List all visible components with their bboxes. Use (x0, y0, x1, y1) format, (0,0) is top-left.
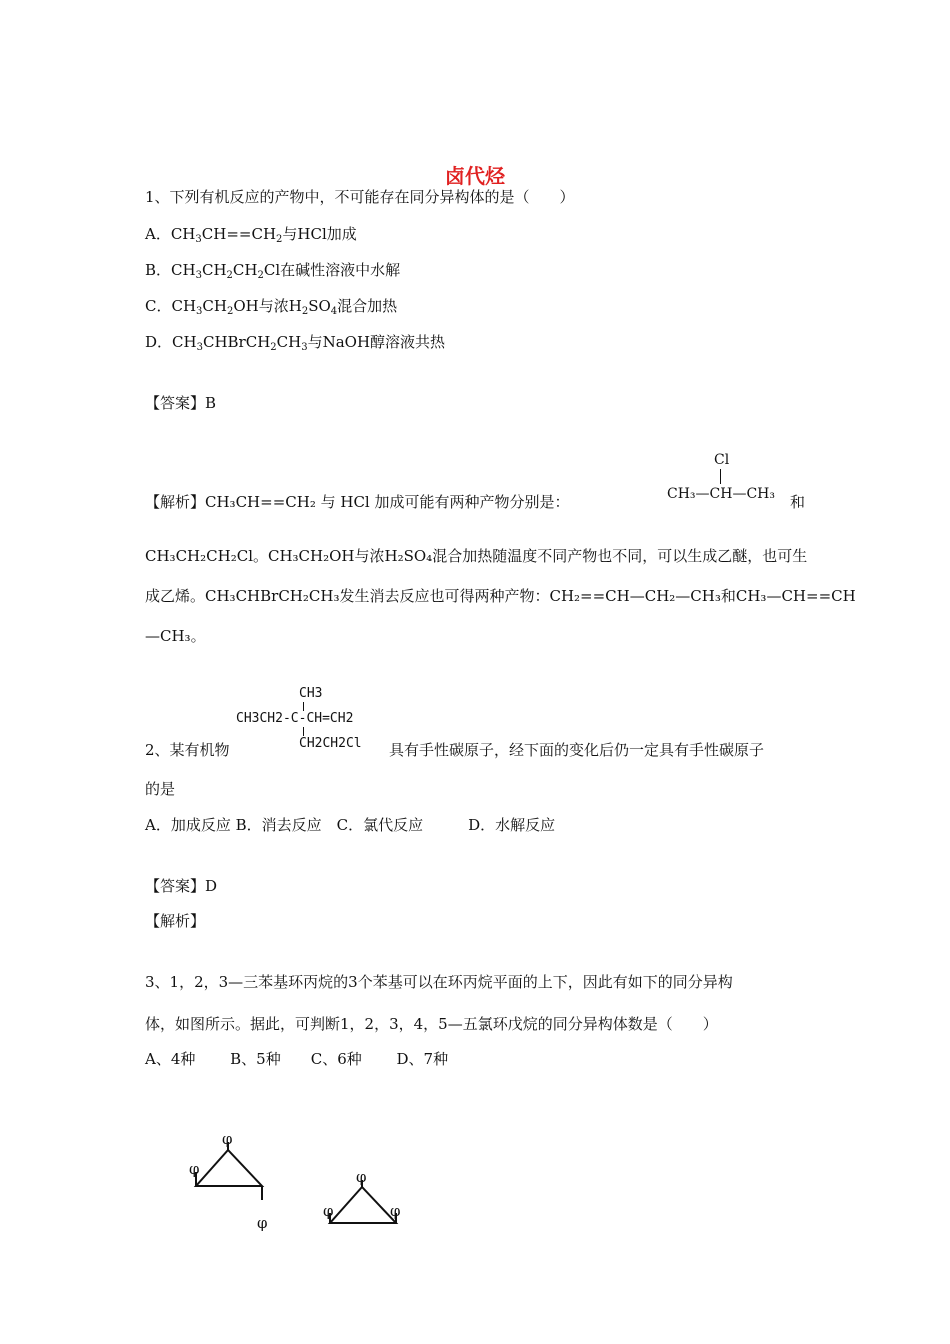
q2-analysis: 【解析】 (145, 912, 206, 930)
phi-label: φ (257, 1214, 268, 1232)
q2-stem-post: 具有手性碳原子，经下面的变化后仍一定具有手性碳原子 (389, 741, 765, 759)
q2-stem-pre: 2、某有机物 (145, 741, 230, 759)
q1-analysis-line2: CH₃CH₂CH₂Cl。CH₃CH₂OH与浓H₂SO₄混合加热随温度不同产物也不同，可以生成乙醚，也可生 (145, 547, 808, 565)
isomer-figure-1 (196, 1142, 262, 1200)
struct-main-chain: CH₃—CH—CH₃ (667, 486, 775, 502)
q2-struct-top: CH3 (299, 686, 323, 701)
q1-analysis-and: 和 (790, 493, 806, 511)
q1-option-d: D．$CH_3CHBrCH_2CH_3$与NaOH醇溶液共热 (145, 333, 446, 353)
isomer-figure-2 (330, 1180, 396, 1223)
q2-struct-bottom: CH2CH2Cl (299, 736, 362, 751)
q3-options: A、4种 B、5种 C、6种 D、7种 (145, 1050, 449, 1068)
q1-option-a: A．$CH_3CH==CH_2$与HCl加成 (145, 225, 357, 245)
phi-label: φ (323, 1202, 334, 1220)
phi-label: φ (189, 1160, 200, 1178)
phi-label: φ (390, 1202, 401, 1220)
struct-cl-label: Cl (714, 452, 730, 468)
cyclopropane-ring-1 (196, 1150, 262, 1186)
page-title: 卤代烃 (445, 164, 505, 188)
phi-label: φ (356, 1168, 367, 1186)
q1-analysis-line3: 成乙烯。CH₃CHBrCH₂CH₃发生消去反应也可得两种产物：CH₂==CH—CH₂—CH₃和CH₃—CH==CH (145, 587, 856, 605)
q1-answer: 【答案】B (145, 394, 217, 412)
q2-answer: 【答案】D (145, 877, 218, 895)
q1-stem: 1、下列有机反应的产物中，不可能存在同分异构体的是（ ） (145, 188, 575, 206)
q3-line1: 3、1，2，3—三苯基环丙烷的3个苯基可以在环丙烷平面的上下，因此有如下的同分异构 (145, 973, 733, 991)
q2-struct-mid: CH3CH2-C-CH=CH2 (236, 711, 354, 726)
q1-option-c: C．$CH_3CH_2OH$与浓$H_2SO_4$混合加热 (145, 297, 398, 317)
q2-options: A．加成反应 B．消去反应 C．氯代反应 D．水解反应 (145, 816, 556, 834)
cyclopropane-ring-2 (330, 1187, 396, 1223)
q1-option-b: B．$CH_3CH_2CH_2Cl$在碱性溶液中水解 (145, 261, 401, 281)
q3-line2: 体，如图所示。据此，可判断1，2，3，4，5—五氯环戊烷的同分异构体数是（ ） (145, 1015, 718, 1033)
q2-stem-line2: 的是 (145, 780, 176, 798)
q1-analysis-line1: 【解析】CH₃CH==CH₂ 与 HCl 加成可能有两种产物分别是： (145, 493, 570, 511)
q1-analysis-line4: —CH₃。 (145, 627, 206, 645)
phi-label: φ (222, 1130, 233, 1148)
